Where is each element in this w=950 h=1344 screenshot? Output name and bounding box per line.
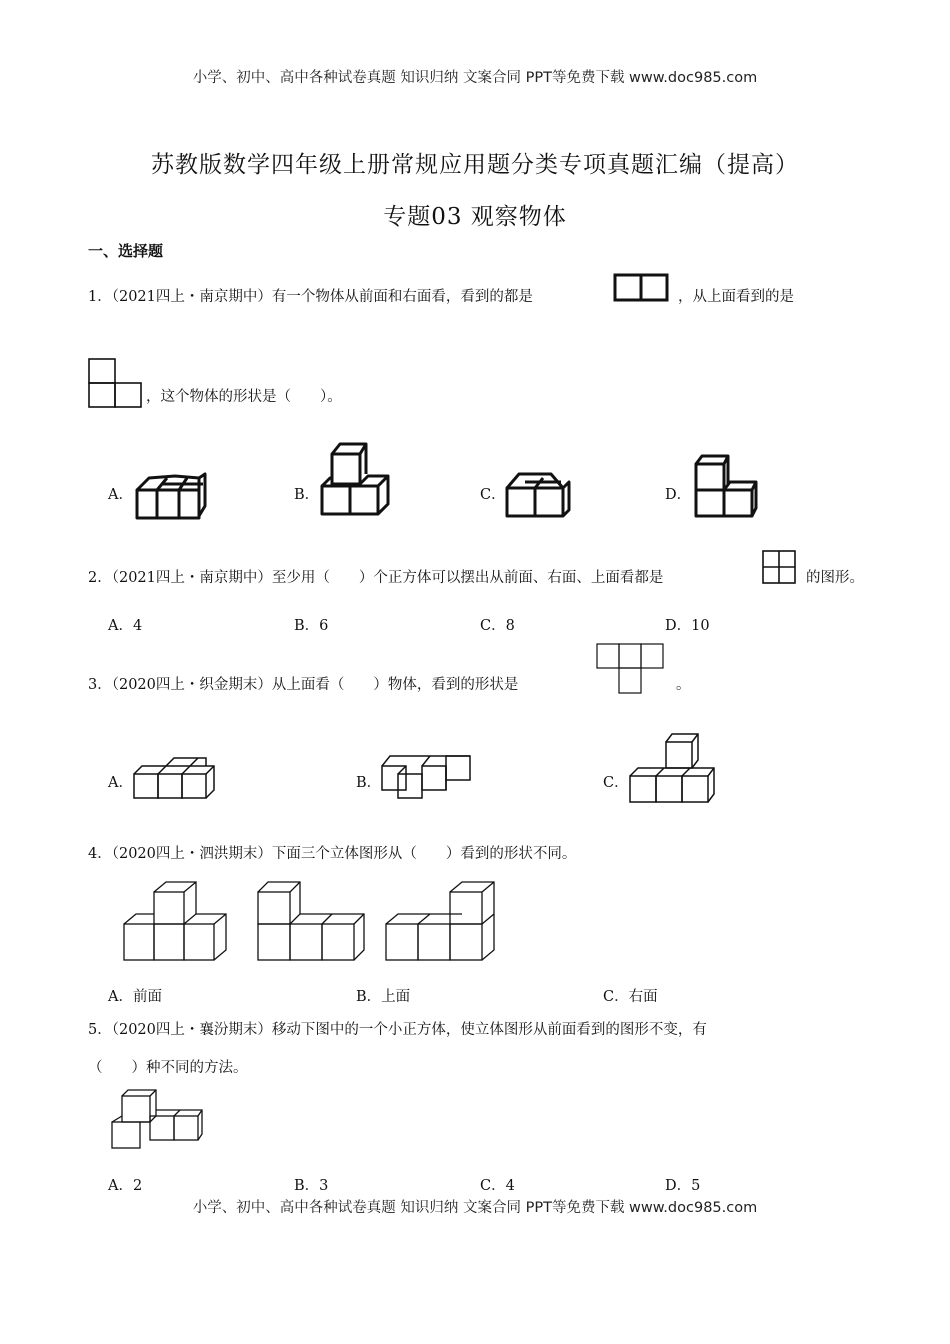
q3-option-b-label: B．	[356, 775, 382, 791]
question-4-text: 4．（2020四上・泗洪期末）下面三个立体图形从（ ）看到的形状不同。	[88, 846, 577, 862]
question-5-text-2: （ ）种不同的方法。	[88, 1060, 248, 1076]
q1-option-c-figure	[505, 468, 571, 520]
q1-option-b-label: B．	[294, 487, 320, 503]
q3-top-view-figure	[596, 643, 664, 695]
q4-option-c: C．右面	[603, 989, 658, 1005]
q3-option-c-figure	[628, 732, 720, 804]
q1-option-a-label: A．	[108, 487, 133, 503]
q4-shapes-figure	[118, 878, 508, 966]
q5-option-c: C．4	[480, 1178, 515, 1194]
question-1-text-3: ，这个物体的形状是（ ）。	[146, 389, 342, 405]
q1-option-d-figure	[694, 452, 760, 520]
q2-option-d: D．10	[665, 618, 710, 634]
q5-option-a: A．2	[108, 1178, 143, 1194]
title-line-1: 苏教版数学四年级上册常规应用题分类专项真题汇编（提高）	[151, 152, 799, 178]
q1-top-view-figure	[88, 358, 144, 410]
question-3-text-2: 。	[676, 677, 691, 693]
q1-option-d-label: D．	[665, 487, 692, 503]
question-1-text-2: ，从上面看到的是	[678, 289, 794, 305]
page-header: 小学、初中、高中各种试卷真题 知识归纳 文案合同 PPT等免费下载 www.doc985.com	[192, 70, 758, 86]
q2-square-view-figure	[762, 550, 796, 584]
q1-front-view-figure	[614, 274, 668, 302]
question-1-text: 1．（2021四上・南京期中）有一个物体从前面和右面看，看到的都是	[88, 289, 533, 305]
question-5-text: 5．（2020四上・襄汾期末）移动下图中的一个小正方体，使立体图形从前面看到的图形不变，有	[88, 1022, 707, 1038]
q1-option-b-figure	[320, 440, 392, 518]
section-heading: 一、选择题	[88, 242, 164, 260]
question-2-text: 2．（2021四上・南京期中）至少用（ ）个正方体可以摆出从前面、右面、上面看都是	[88, 570, 664, 586]
q1-option-a-figure	[135, 470, 210, 522]
q4-option-b: B．上面	[356, 989, 411, 1005]
q3-option-a-label: A．	[108, 775, 133, 791]
q3-option-a-figure	[132, 758, 216, 802]
q4-option-a: A．前面	[108, 989, 162, 1005]
q2-option-b: B．6	[294, 618, 329, 634]
q3-option-b-figure	[380, 752, 472, 802]
page-footer: 小学、初中、高中各种试卷真题 知识归纳 文案合同 PPT等免费下载 www.doc985.com	[192, 1200, 758, 1216]
q2-option-c: C．8	[480, 618, 515, 634]
q2-option-a: A．4	[108, 618, 143, 634]
q3-option-c-label: C．	[603, 775, 629, 791]
title-line-2: 专题03 观察物体	[383, 204, 567, 230]
q5-option-b: B．3	[294, 1178, 329, 1194]
question-3-text: 3．（2020四上・织金期末）从上面看（ ）物体，看到的形状是	[88, 677, 519, 693]
q5-option-d: D．5	[665, 1178, 701, 1194]
q5-cubes-figure	[110, 1088, 206, 1152]
q1-option-c-label: C．	[480, 487, 506, 503]
question-2-text-2: 的图形。	[806, 570, 864, 586]
